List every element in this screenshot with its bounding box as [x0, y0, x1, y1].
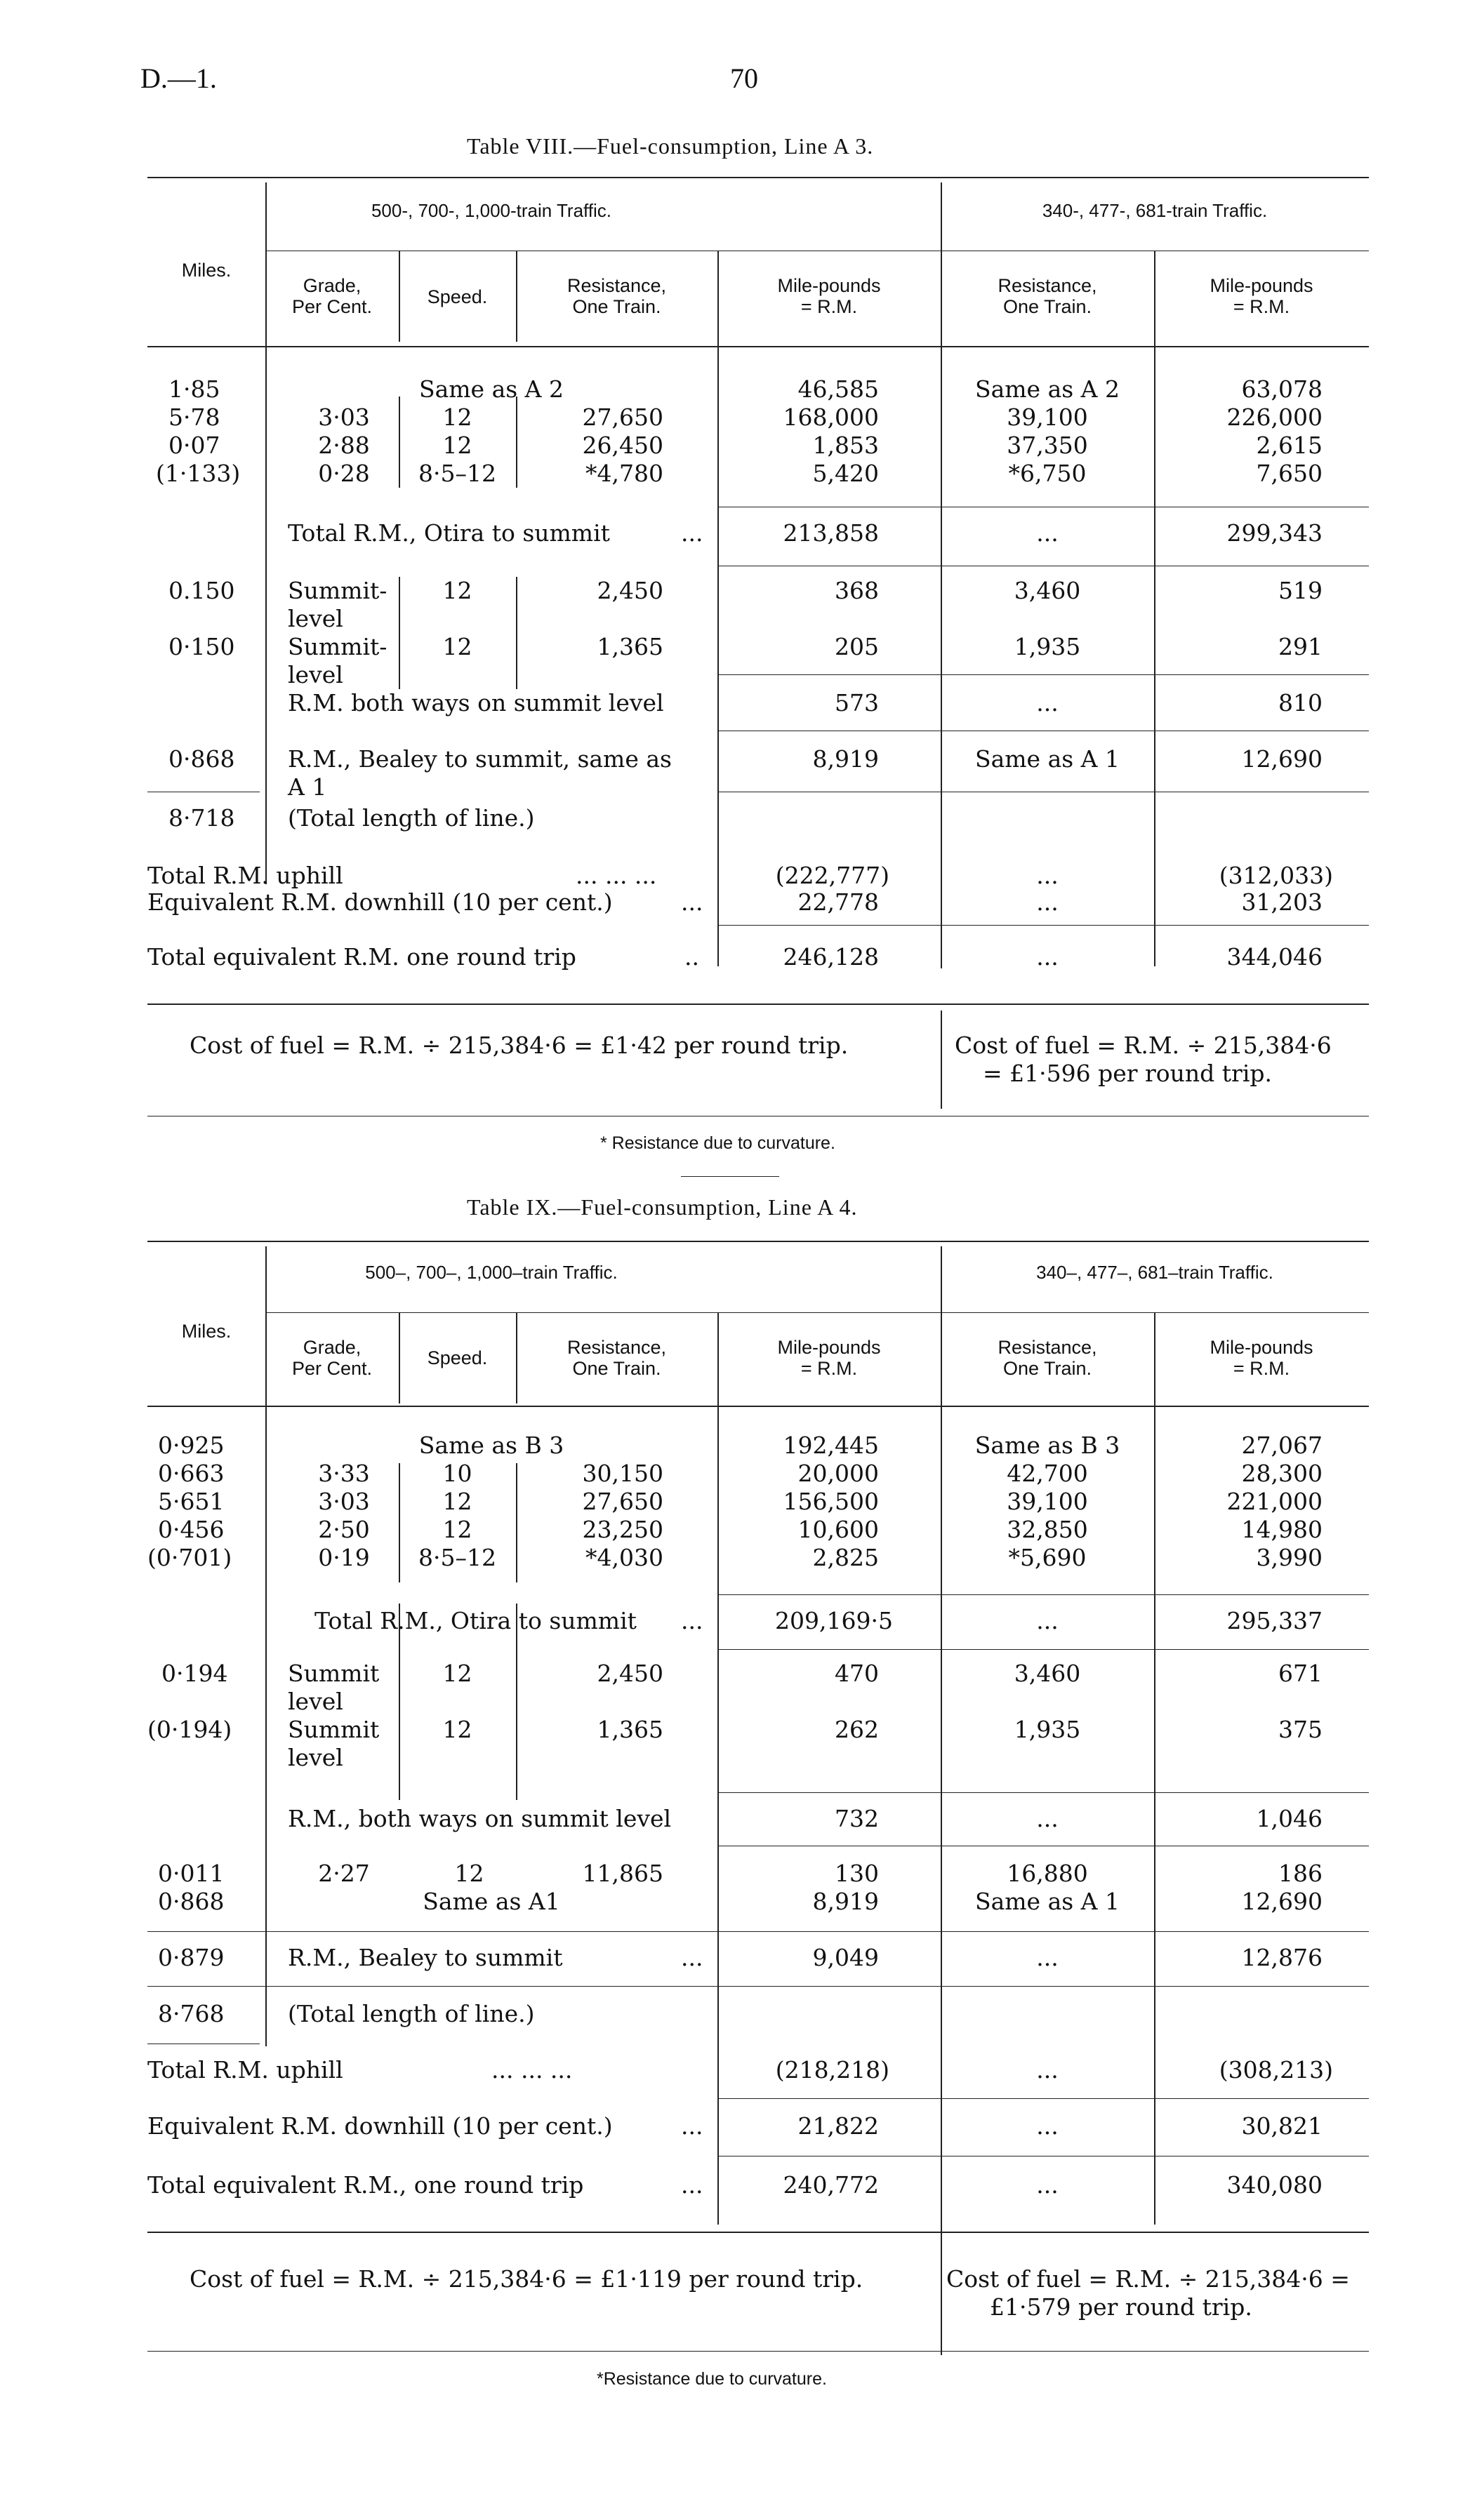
dots: ... ... ...	[576, 862, 657, 889]
row-label: Total R.M., Otira to summit	[288, 519, 610, 547]
resistance-2: ...	[1036, 1944, 1059, 1971]
col-resistance: Resistance, One Train.	[567, 1337, 667, 1379]
grade: Summit level	[288, 1660, 380, 1715]
resistance-2: Same as A 1	[974, 745, 1120, 773]
resistance: 1,365	[597, 633, 663, 660]
group-heading-2: 340–, 477–, 681–train Traffic.	[1036, 1262, 1273, 1283]
row-label: (Total length of line.)	[288, 804, 535, 832]
col-grade: Grade, Per Cent.	[291, 1337, 373, 1379]
miles: 8·718	[168, 804, 235, 832]
mile-pounds-2: 221,000	[1226, 1488, 1323, 1515]
mile-pounds-2: 810	[1278, 689, 1323, 716]
mile-pounds: 21,822	[797, 2112, 879, 2140]
mile-pounds: 168,000	[783, 404, 879, 431]
table-title: Table IX.—Fuel-consumption, Line A 4.	[467, 1194, 858, 1220]
col-mile-pounds-2: Mile-pounds = R.M.	[1210, 275, 1313, 317]
speed: Same as A 2	[418, 375, 564, 403]
miles: 8·768	[158, 2000, 225, 2027]
cost-2b: £1·579 per round trip.	[990, 2293, 1252, 2321]
miles: (0·701)	[147, 1544, 232, 1571]
grade: 3·33	[318, 1460, 370, 1487]
resistance-2: ...	[1036, 689, 1059, 716]
col-resistance-2: Resistance, One Train.	[998, 1337, 1097, 1379]
mile-pounds: 5,420	[812, 460, 879, 487]
speed: 12	[442, 1716, 472, 1743]
grade: 3·03	[318, 1488, 370, 1515]
cost-1: Cost of fuel = R.M. ÷ 215,384·6 = £1·42 per round trip.	[190, 1032, 849, 1059]
col-resistance: Resistance, One Train.	[567, 275, 667, 317]
group-heading-1: 500-, 700-, 1,000-train Traffic.	[371, 200, 612, 221]
col-mile-pounds: Mile-pounds = R.M.	[777, 275, 881, 317]
mile-pounds: 10,600	[797, 1516, 879, 1543]
resistance-2: *5,690	[1008, 1544, 1087, 1571]
resistance-2: *6,750	[1008, 460, 1087, 487]
resistance-2: 39,100	[1007, 404, 1088, 431]
cost-2a: Cost of fuel = R.M. ÷ 215,384·6	[955, 1032, 1332, 1059]
mile-pounds: 192,445	[783, 1432, 879, 1459]
cost-1: Cost of fuel = R.M. ÷ 215,384·6 = £1·119 per round trip.	[190, 2265, 863, 2293]
col-mile-pounds: Mile-pounds = R.M.	[777, 1337, 881, 1379]
mile-pounds: 8,919	[812, 1888, 879, 1915]
mile-pounds: 240,772	[783, 2171, 879, 2199]
resistance-2: ...	[1036, 943, 1059, 971]
resistance: 30,150	[582, 1460, 663, 1487]
mile-pounds: 470	[835, 1660, 879, 1687]
footnote: * Resistance due to curvature.	[600, 1133, 835, 1153]
mile-pounds: 156,500	[783, 1488, 879, 1515]
resistance-2: ...	[1036, 519, 1059, 547]
mile-pounds-2: 28,300	[1241, 1460, 1323, 1487]
page-ref: D.—1.	[140, 62, 217, 94]
speed: 12	[442, 1516, 472, 1543]
speed: 10	[442, 1460, 472, 1487]
cost-2b: = £1·596 per round trip.	[983, 1060, 1272, 1087]
miles: 5·651	[158, 1488, 225, 1515]
resistance: 26,450	[582, 432, 663, 459]
dots: ...	[681, 2171, 703, 2199]
mile-pounds: 22,778	[797, 888, 879, 916]
dots: ..	[684, 943, 699, 971]
mile-pounds-2: 671	[1278, 1660, 1323, 1687]
resistance: 11,865	[582, 1860, 663, 1887]
mile-pounds-2: 186	[1278, 1860, 1323, 1887]
row-label: (Total length of line.)	[288, 2000, 535, 2027]
mile-pounds-2: (312,033)	[1219, 862, 1333, 889]
speed: 12	[442, 633, 472, 660]
mile-pounds: 8,919	[812, 745, 879, 773]
col-speed: Speed.	[427, 286, 488, 307]
speed: 8·5–12	[418, 460, 496, 487]
mile-pounds-2: 12,690	[1241, 745, 1323, 773]
grade: 0·19	[318, 1544, 370, 1571]
mile-pounds: (218,218)	[775, 2056, 889, 2084]
resistance-2: ...	[1036, 2112, 1059, 2140]
grade: 2·88	[318, 432, 370, 459]
mile-pounds-2: 12,876	[1241, 1944, 1323, 1971]
mile-pounds-2: (308,213)	[1219, 2056, 1333, 2084]
dots: ...	[681, 2112, 703, 2140]
mile-pounds-2: 375	[1278, 1716, 1323, 1743]
mile-pounds-2: 299,343	[1226, 519, 1323, 547]
resistance: 27,650	[582, 1488, 663, 1515]
resistance-2: 1,935	[1014, 633, 1081, 660]
miles: 0·011	[158, 1860, 225, 1887]
resistance-2: ...	[1036, 2056, 1059, 2084]
mile-pounds-2: 30,821	[1241, 2112, 1323, 2140]
mile-pounds-2: 1,046	[1256, 1805, 1323, 1832]
mile-pounds: 46,585	[797, 375, 879, 403]
mile-pounds: 205	[835, 633, 879, 660]
resistance-2: 1,935	[1014, 1716, 1081, 1743]
row-label: R.M. both ways on summit level	[288, 689, 664, 716]
mile-pounds-2: 63,078	[1241, 375, 1323, 403]
mile-pounds: 573	[835, 689, 879, 716]
row-label: Total R.M., Otira to summit	[314, 1607, 637, 1634]
resistance-2: 42,700	[1007, 1460, 1088, 1487]
mile-pounds-2: 3,990	[1256, 1544, 1323, 1571]
mile-pounds-2: 27,067	[1241, 1432, 1323, 1459]
row-label: Total equivalent R.M. one round trip	[147, 943, 576, 971]
cost-2a: Cost of fuel = R.M. ÷ 215,384·6 =	[946, 2265, 1350, 2293]
grade: 2·50	[318, 1516, 370, 1543]
mile-pounds-2: 31,203	[1241, 888, 1323, 916]
mile-pounds-2: 295,337	[1226, 1607, 1323, 1634]
miles: 0·194	[161, 1660, 228, 1687]
resistance: 2,450	[597, 577, 663, 604]
miles: 0·663	[158, 1460, 225, 1487]
col-resistance-2: Resistance, One Train.	[998, 275, 1097, 317]
speed: 12	[442, 1660, 472, 1687]
mile-pounds-2: 12,690	[1241, 1888, 1323, 1915]
row-label: R.M., both ways on summit level	[288, 1805, 672, 1832]
dots: ...	[681, 888, 703, 916]
resistance-2: ...	[1036, 2171, 1059, 2199]
mile-pounds-2: 14,980	[1241, 1516, 1323, 1543]
mile-pounds: 732	[835, 1805, 879, 1832]
resistance: *4,780	[585, 460, 663, 487]
speed: 12	[442, 404, 472, 431]
mile-pounds-2: 519	[1278, 577, 1323, 604]
miles: 0·868	[158, 1888, 225, 1915]
grade: Summit- level	[288, 633, 387, 688]
speed: 12	[442, 1488, 472, 1515]
speed: 12	[442, 577, 472, 604]
resistance-2: ...	[1036, 1607, 1059, 1634]
row-label: R.M., Bealey to summit, same as A 1	[288, 745, 672, 801]
mile-pounds-2: 226,000	[1226, 404, 1323, 431]
resistance: 1,365	[597, 1716, 663, 1743]
miles: 0.150	[168, 577, 235, 604]
mile-pounds-2: 2,615	[1256, 432, 1323, 459]
resistance-2: ...	[1036, 862, 1059, 889]
col-miles: Miles.	[181, 260, 232, 281]
mile-pounds-2: 7,650	[1256, 460, 1323, 487]
resistance-2: 16,880	[1007, 1860, 1088, 1887]
table-title: Table VIII.—Fuel-consumption, Line A 3.	[467, 133, 874, 159]
mile-pounds: 213,858	[783, 519, 879, 547]
mile-pounds-2: 291	[1278, 633, 1323, 660]
row-label: Equivalent R.M. downhill (10 per cent.)	[147, 888, 613, 916]
row-label: Total R.M. uphill	[147, 862, 343, 889]
resistance-2: Same as A 1	[974, 1888, 1120, 1915]
group-heading-2: 340-, 477-, 681-train Traffic.	[1042, 200, 1268, 221]
miles: 0·07	[168, 432, 220, 459]
resistance: 2,450	[597, 1660, 663, 1687]
mile-pounds: 130	[835, 1860, 879, 1887]
miles: 0·456	[158, 1516, 225, 1543]
resistance-2: 3,460	[1014, 1660, 1081, 1687]
grade: Summit level	[288, 1716, 380, 1771]
mile-pounds: (222,777)	[775, 862, 889, 889]
miles: (0·194)	[147, 1716, 232, 1743]
mile-pounds: 209,169·5	[775, 1607, 893, 1634]
col-mile-pounds-2: Mile-pounds = R.M.	[1210, 1337, 1313, 1379]
miles: 0·868	[168, 745, 235, 773]
miles: 5·78	[168, 404, 220, 431]
mile-pounds: 20,000	[797, 1460, 879, 1487]
resistance: 23,250	[582, 1516, 663, 1543]
resistance-2: ...	[1036, 1805, 1059, 1832]
col-speed: Speed.	[427, 1347, 488, 1368]
row-label: R.M., Bealey to summit	[288, 1944, 563, 1971]
mile-pounds: 9,049	[812, 1944, 879, 1971]
resistance-2: 37,350	[1007, 432, 1088, 459]
col-grade: Grade, Per Cent.	[291, 275, 373, 317]
resistance-2: ...	[1036, 888, 1059, 916]
grade: 3·03	[318, 404, 370, 431]
resistance-2: 3,460	[1014, 577, 1081, 604]
col-miles: Miles.	[181, 1321, 232, 1342]
speed: 8·5–12	[418, 1544, 496, 1571]
footnote: *Resistance due to curvature.	[597, 2369, 827, 2389]
dots: ...	[681, 1607, 703, 1634]
dots: ... ... ...	[491, 2056, 573, 2084]
mile-pounds: 246,128	[783, 943, 879, 971]
row-label: Total R.M. uphill	[147, 2056, 343, 2084]
resistance: 27,650	[582, 404, 663, 431]
row-label: Same as A1	[423, 1888, 560, 1915]
resistance-2: 32,850	[1007, 1516, 1088, 1543]
row-label: Total equivalent R.M., one round trip	[147, 2171, 584, 2199]
miles: 0·150	[168, 633, 235, 660]
page-number: 70	[730, 62, 758, 94]
group-heading-1: 500–, 700–, 1,000–train Traffic.	[365, 1262, 618, 1283]
miles: 0·879	[158, 1944, 225, 1971]
dots: ...	[681, 1944, 703, 1971]
resistance-2: Same as B 3	[974, 1432, 1120, 1459]
grade: Summit- level	[288, 577, 387, 632]
grade: 0·28	[318, 460, 370, 487]
speed: 12	[454, 1860, 484, 1887]
mile-pounds: 2,825	[812, 1544, 879, 1571]
dots: ...	[681, 519, 703, 547]
speed: Same as B 3	[418, 1432, 564, 1459]
miles: 1·85	[168, 375, 220, 403]
mile-pounds-2: 340,080	[1226, 2171, 1323, 2199]
resistance: *4,030	[585, 1544, 663, 1571]
mile-pounds-2: 344,046	[1226, 943, 1323, 971]
miles: 0·925	[158, 1432, 225, 1459]
miles: (1·133)	[156, 460, 241, 487]
mile-pounds: 368	[835, 577, 879, 604]
resistance-2: 39,100	[1007, 1488, 1088, 1515]
resistance-2: Same as A 2	[974, 375, 1120, 403]
speed: 12	[442, 432, 472, 459]
grade: 2·27	[318, 1860, 370, 1887]
mile-pounds: 1,853	[812, 432, 879, 459]
mile-pounds: 262	[835, 1716, 879, 1743]
row-label: Equivalent R.M. downhill (10 per cent.)	[147, 2112, 613, 2140]
